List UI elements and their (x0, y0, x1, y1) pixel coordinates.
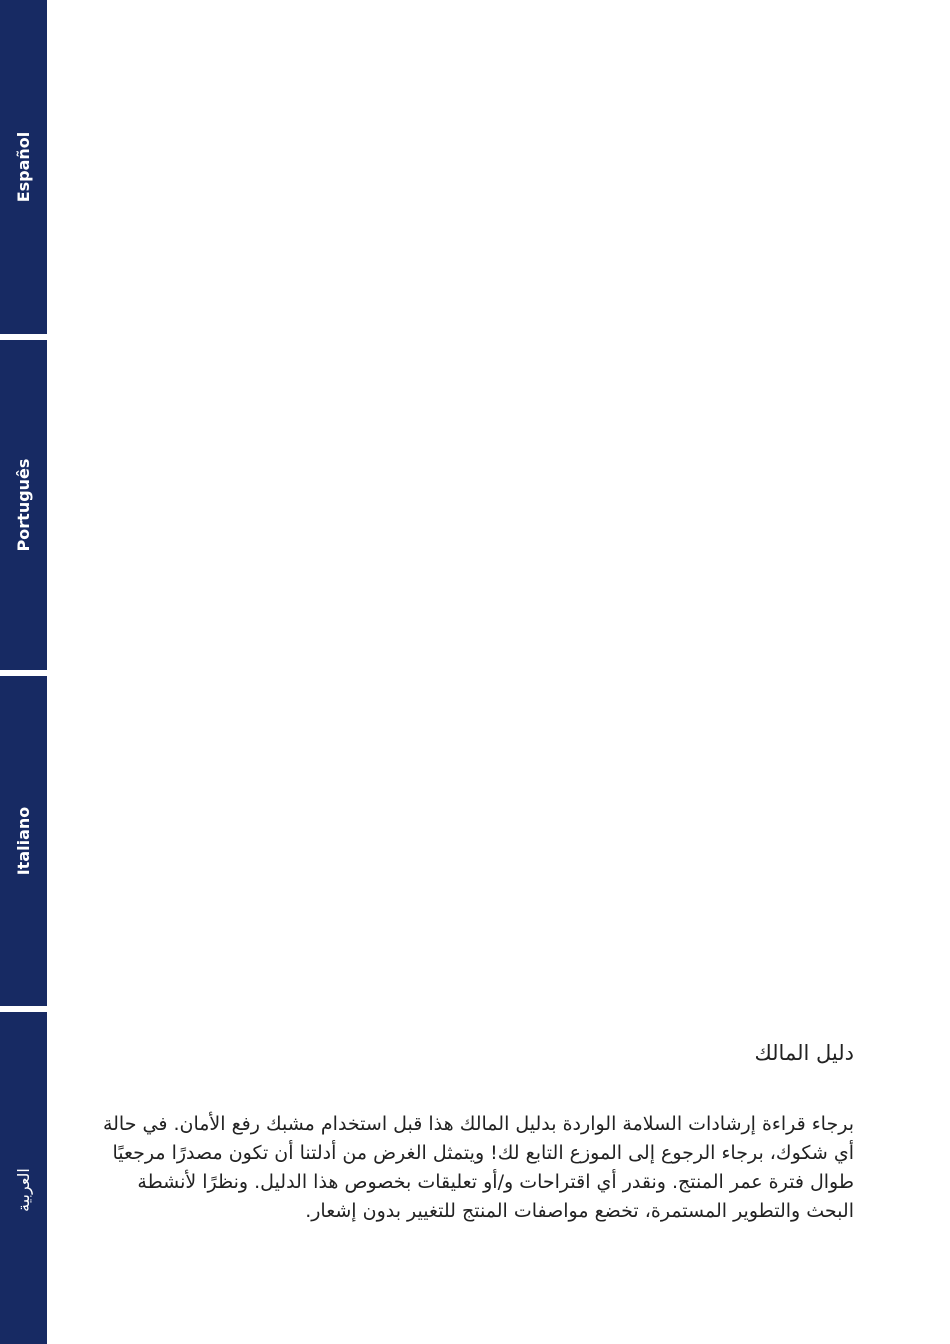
language-tab-label: العربية (13, 1168, 33, 1212)
language-tab-label: Português (13, 458, 33, 552)
language-tab-label: Italiano (13, 806, 33, 876)
language-tab-spanish[interactable] (0, 0, 47, 334)
language-sidebar (0, 0, 47, 1344)
document-title: دليل المالك (754, 1041, 854, 1065)
manual-intro-section (94, 1036, 854, 1226)
document-body-paragraph: برجاء قراءة إرشادات السلامة الواردة بدليل المالك هذا قبل استخدام مشبك رفع الأمان. في حالة أي شكوك، برجاء الرجوع إلى الموزع التابع لك! ويتمثل الغرض من أدلتنا أن تكون مصدرًا مرجعيًا طوال فترة عمر المنتج. ونقدر أي اقتراحات و/أو تعليقات بخصوص هذا الدليل. ونظرًا لأنشطة البحث والتطوير المستمرة، تخضع مواصفات المنتج للتغيير بدون إشعار. (102, 1113, 854, 1222)
language-tab-label: Español (13, 131, 33, 203)
language-tab-arabic[interactable] (0, 1012, 47, 1344)
language-tab-portuguese[interactable] (0, 340, 47, 670)
language-tab-italian[interactable] (0, 676, 47, 1006)
